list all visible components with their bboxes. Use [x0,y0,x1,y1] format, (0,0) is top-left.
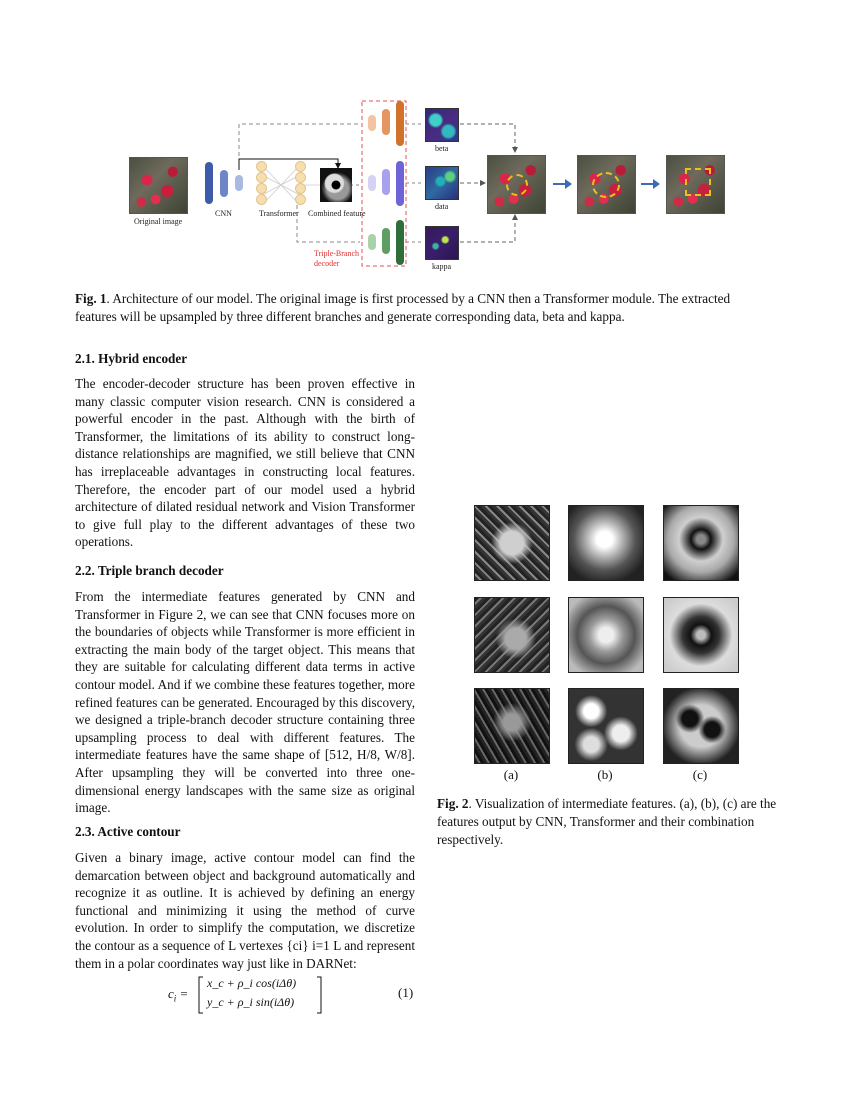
equation-row-2: y_c + ρ_i sin(iΔθ) [207,995,295,1009]
kappa-heatmap [425,226,459,260]
feature-map-cnn-row-1 [474,505,550,581]
equation-lhs: $c_i$ = [168,986,189,1004]
feature-map-cnn-row-3 [474,688,550,764]
figure-2-caption-label: Fig. 2 [437,796,469,811]
figure-1-caption-label: Fig. 1 [75,291,107,306]
figure-1-caption-text: . Architecture of our model. The original image is first processed by a CNN then a Transformer module. The extracted features will be upsampled by three different branches and generate corresponding data, beta and kappa. [75,291,731,324]
progress-arrow-1 [553,179,572,189]
transformer-node [256,172,267,183]
paragraph-text: The encoder-decoder structure has been proven effective in many classic computer vision research. CNN is considered a powerful encoder in the past. Although with the birth of Transformer, the limitations of its ability to construct long-distance relationships are magnified, we still believe that CNN has irreplaceable advantages in constructing local features. Therefore, the encoder part of our model used a hybrid architecture of dilated residual network and Vision Transformer to give full play to the different advantages of these two operations. [75,376,415,550]
paragraph-text: From the intermediate features generated by CNN and Transformer in Figure 2, we can see that CNN focuses more on the boundaries of objects while Transformer is more efficient in extracting the main body of the target object. This means that they are suitable for calculating different data terms in active contour model. And if we combine these features together, more refined features can be generated. Encouraged by this discovery, we designed a triple-branch decoder structure containing three upsampling process to deal with different features. The intermediate features have the same shape of [512, H/8, W/8]. After upsampling they will be converted into three one-dimensional energy landscapes with the same size as original image. [75,589,415,816]
figure-2 [470,505,740,785]
kappa-to-result [460,215,515,242]
kappa-label: kappa [432,262,452,271]
transformer-node [295,183,306,194]
beta-branch-2 [382,109,390,135]
transformer-label: Transformer [259,209,299,218]
transformer-node [295,161,306,172]
cnn-block-2 [220,170,228,197]
feature-map-combined-row-2 [663,597,739,673]
feature-map-combined-row-1 [663,505,739,581]
figure-2-caption [437,795,777,849]
subfigure-label-a: (a) [503,767,519,782]
section-paragraph-active-contour [75,849,415,972]
kappa-branch-2 [382,228,390,254]
transformer-node [256,183,267,194]
feature-map-transformer-row-2 [568,597,644,673]
transformer-node [256,161,267,172]
result-image-1 [487,155,546,214]
cnn-block-1 [205,162,213,204]
evolving-contour [592,172,620,198]
feature-map-cnn-row-2 [474,597,550,673]
equation-1 [165,975,415,1015]
data-heatmap [425,166,459,200]
data-branch-1 [368,175,376,191]
figure-1 [0,95,850,275]
result-image-2 [577,155,636,214]
section-heading-active-contour: 2.3. Active contour [75,824,181,839]
triple-branch-decoder-label: Triple-Branch decoder [314,249,360,268]
beta-label: beta [435,144,449,153]
final-contour [685,168,711,196]
section-paragraph-hybrid-encoder [75,375,415,551]
transformer-node [295,194,306,205]
feature-map-transformer-row-3 [568,688,644,764]
beta-branch-3 [396,101,404,146]
feature-map-transformer-row-1 [568,505,644,581]
transformer-node [295,172,306,183]
cnn-label: CNN [215,209,232,218]
data-branch-3 [396,161,404,206]
figure-2-caption-text: . Visualization of intermediate features. (a), (b), (c) are the features output by CNN, Transformer and their combination respectively. [437,796,777,847]
cnn-block-3 [235,175,243,191]
data-label: data [435,202,449,211]
subfigure-label-b: (b) [597,767,613,782]
kappa-branch-1 [368,234,376,250]
section-heading-triple-branch-decoder: 2.2. Triple branch decoder [75,563,224,578]
initial-contour [506,174,528,196]
data-branch-2 [382,169,390,195]
subfigure-label-c: (c) [692,767,708,782]
equation-row-1: x_c + ρ_i cos(iΔθ) [207,976,297,990]
combined-feature-image [320,168,352,202]
beta-branch-1 [368,115,376,131]
feature-map-combined-row-3 [663,688,739,764]
beta-to-result [460,124,515,152]
figure-1-caption [75,290,775,326]
result-image-3 [666,155,725,214]
equation-number: (1) [398,985,414,1000]
original-image-label: Original image [134,217,183,226]
paragraph-text: Given a binary image, active contour model can find the demarcation between object and background automatically and recognize it as outline. It is achieved by defining an energy functional and minimizing it using the method of curve evolution. In order to simplify the computation, we discretize the contour as a sequence of L vertexes {ci} i=1 L and represent them in a polar coordinates way just like in DARNet: [75,850,415,971]
kappa-branch-3 [396,220,404,265]
original-image [129,157,188,214]
combined-feature-label: Combined feature [308,209,366,218]
progress-arrow-2 [641,179,660,189]
transformer-node [256,194,267,205]
section-heading-hybrid-encoder: 2.1. Hybrid encoder [75,351,188,366]
beta-heatmap [425,108,459,142]
section-paragraph-triple-branch-decoder [75,588,415,817]
